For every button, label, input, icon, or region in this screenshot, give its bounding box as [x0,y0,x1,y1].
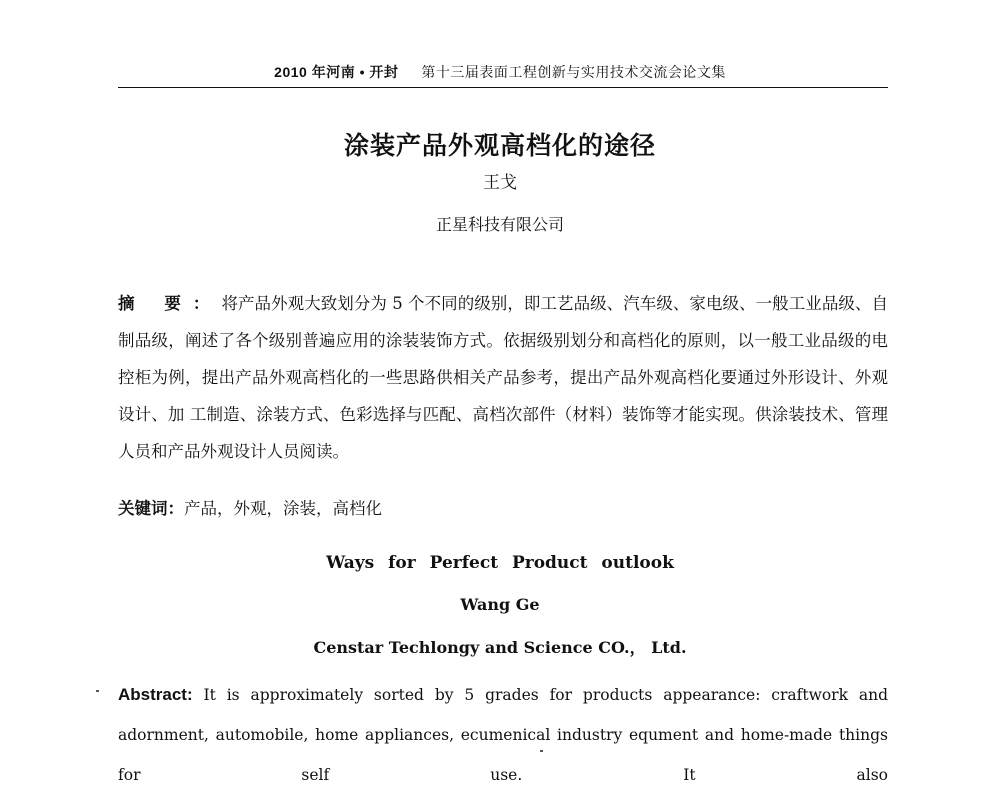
paper-title-zh: 涂装产品外观高档化的途径 [343,131,656,160]
running-header [0,62,1000,82]
header-proceedings: 第十三届表面工程创新与实用技术交流会论文集 [421,65,726,81]
scan-speck [540,750,543,752]
affiliation-zh: 正星科技有限公司 [435,215,564,234]
affiliation-en: Censtar Techlongy and Science CO.， Ltd. [313,638,687,657]
author-en: Wang Ge [460,595,540,614]
abstract-text-zh: 将产品外观大致划分为 5 个不同的级别，即工艺品级、汽车级、家电级、一般工业品级、自制品级，阐述了各个级别普遍应用的涂装装饰方式。依据级别划分和高档化的原则，以一般工业品级的电控柜为例，提出产品外观高档化的一些思路供相关产品参考，提出产品外观高档化要通过外形设计、外观设计、加 工制造、涂装方式、色彩选择与匹配、高档次部件（材料）装饰等才能实现。供涂装技术、管理人员和产品外观设计人员阅读。 [118,294,888,461]
header-year-location: 2010 年河南 • 开封 [274,64,399,80]
keywords-zh [118,495,888,519]
scan-speck [96,690,99,692]
keywords-label-zh: 关键词： [118,499,184,518]
author-zh: 王戈 [483,173,517,193]
abstract-text-en: It is approximately sorted by 5 grades for products appearance: craftwork and adornment, automobile, home appliances, ecumenical industry equment and home-made things for self use. It also [118,686,888,784]
paper-title-en: Ways for Perfect Product outlook [326,553,674,573]
abstract-label-zh: 摘 要： [118,294,222,313]
abstract-zh [118,285,888,470]
header-rule [118,87,888,88]
keywords-text-zh: 产品，外观，涂装，高档化 [184,499,382,518]
abstract-en [118,675,888,795]
abstract-label-en: Abstract: [118,685,193,704]
